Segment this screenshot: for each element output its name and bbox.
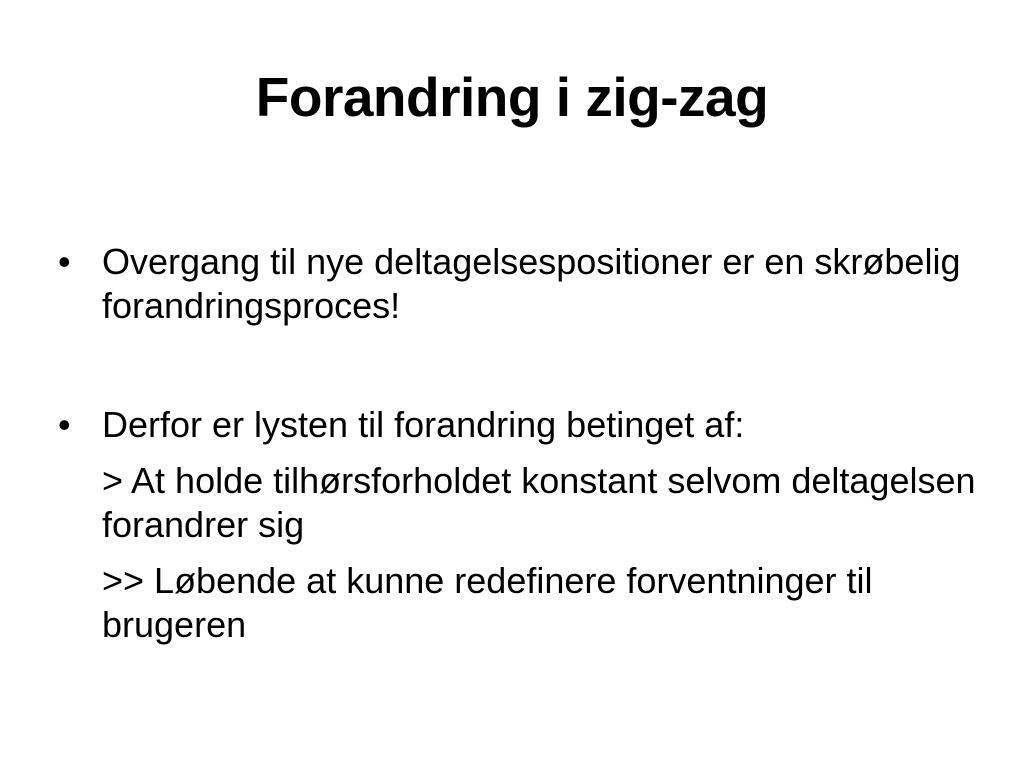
bullet-item-derfor — [58, 403, 988, 647]
sub-line-forventninger: >> Løbende at kunne redefinere forventninger til brugeren — [102, 560, 873, 645]
bullet-text: Derfor er lysten til forandring betinget af: — [102, 404, 745, 445]
bullet-dot-icon: • — [58, 404, 71, 445]
slide-title: Forandring i zig-zag — [255, 66, 769, 128]
bullet-dot-icon: • — [58, 241, 71, 282]
bullet-item-overgang — [58, 240, 988, 328]
bullet-list — [58, 240, 988, 647]
sub-line-tilhoersforhold: > At holde tilhørsforholdet konstant selvom deltagelsen forandrer sig — [102, 460, 976, 545]
bullet-text: Overgang til nye deltagelsespositioner er en skrøbelig forandringsproces! — [102, 241, 961, 326]
